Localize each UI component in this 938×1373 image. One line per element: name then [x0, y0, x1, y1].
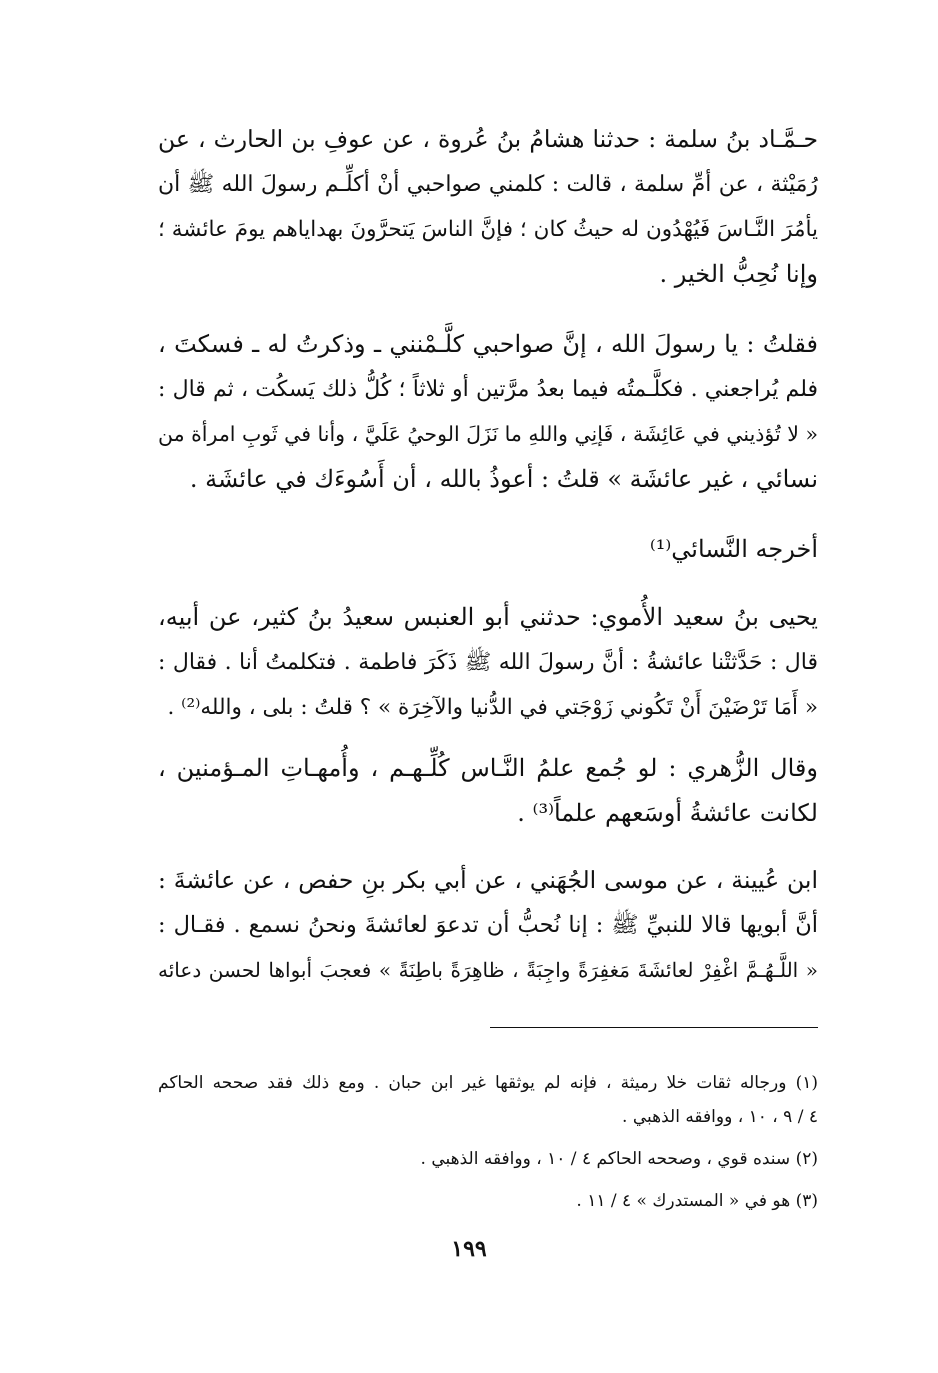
footnote-2 [158, 1142, 818, 1176]
footnote-3 [158, 1184, 818, 1218]
text-line: فقلتُ : يا رسولَ الله ، إنَّ صواحبي كلَّـمْنني ـ وذكرتُ له ـ فسكتَ ، [158, 330, 818, 358]
text-line: أنَّ أبويها قالا للنبيِّ ﷺ : إنا نُحبُّ أن تدعوَ لعائشةَ ونحنُ نسمع . فقـال : [158, 912, 818, 938]
paragraph-1 [158, 117, 818, 297]
page-number: ١٩٩ [451, 1236, 487, 1262]
footnote-line: ٤ / ٩ ، ١٠ ، ووافقه الذهبي . [622, 1107, 818, 1127]
footnote-divider [490, 1027, 818, 1028]
text-line: أخرجه النَّسائي⁽¹⁾ [649, 535, 818, 563]
text-line: فلم يُراجعني . فكلَّـمتُه فيما بعدُ مرَّتين أو ثلاثاً ؛ كُلُّ ذلك يَسكُت ، ثم قال : [158, 377, 818, 402]
text-line: وقال الزُّهري : لو جُمع علمُ النَّـاس كُلِّـهـم ، وأُمهـاتِ المـؤمنين ، [158, 754, 818, 782]
text-line: وإنا نُحِبُّ الخير . [659, 260, 818, 288]
footnote-1 [158, 1066, 818, 1134]
footnote-line: (٣) هو في « المستدرك » ٤ / ١١ . [576, 1191, 818, 1211]
text-line: نسائي ، غير عائشَة » قلتُ : أعوذُ بالله ، أن أَسُوءَك في عائشَة . [189, 465, 818, 493]
paragraph-6 [158, 858, 818, 993]
text-line: ابن عُيينة ، عن موسى الجُهَني ، عن أبي بكر بنِ حفص ، عن عائشةَ : [158, 866, 818, 894]
text-line: حـمَّـاد بنُ سلمة : حدثنا هشامُ بنُ عُروة ، عن عوفِ بن الحارث ، عن [158, 125, 818, 153]
text-line: « لا تُؤذيني في عَائِشَة ، فَإنِي واللهِ ما نَزَلَ الوحيُ عَلَيَّ ، وأنا في ثَوبِ امرأة من [157, 422, 818, 446]
text-line: قال : حَدَّثتْنا عائشةُ : أنَّ رسولَ الله ﷺ ذَكَرَ فاطمة . فتكلمتُ أنا . فقال : [158, 650, 818, 675]
text-line: لكانت عائشةُ أوسَعهم علماً⁽³⁾ . [517, 799, 818, 827]
paragraph-4 [158, 595, 818, 730]
footnote-line: (١) ورجاله ثقات خلا رميثة ، فإنه لم يوثقها غير ابن حبان . ومع ذلك فقد صححه الحاكم [158, 1073, 818, 1093]
footnote-line: (٢) سنده قوي ، وصححه الحاكم ٤ / ١٠ ، ووافقه الذهبي . [420, 1149, 818, 1169]
paragraph-5 [158, 746, 818, 836]
paragraph-2 [158, 322, 818, 502]
text-line: رُمَيْثة ، عن أمِّ سلمة ، قالت : كلمني صواحبي أنْ أكلِّـم رسولَ الله ﷺ أن [158, 172, 818, 197]
text-line: يحيى بنُ سعيد الأُموي: حدثني أبو العنبس سعيدُ بنُ كثير، عن أبيه، [158, 603, 818, 631]
text-line: « اللَّـهُـمَّ اغْفِرْ لعائشَةَ مَغفِرَةً واجِبَةً ، ظاهِرَةً باطِنَةً » فعجبَ أبواها لحسن دعائه [158, 958, 818, 982]
text-line: يأمُرَ النَّـاسَ فَيُهْدُون له حيثُ كان ؛ فإنَّ الناسَ يَتحرَّونَ بهداياهم يومَ عائشة ؛ [158, 217, 818, 242]
text-line: « أَمَا تَرْضَيْنَ أَنْ تَكُوني زَوْجَتي في الدُّنيا والآخِرَة » ؟ قلتُ : بلى ، والله⁽²⁾ . [167, 695, 818, 720]
source-attribution [158, 527, 818, 572]
